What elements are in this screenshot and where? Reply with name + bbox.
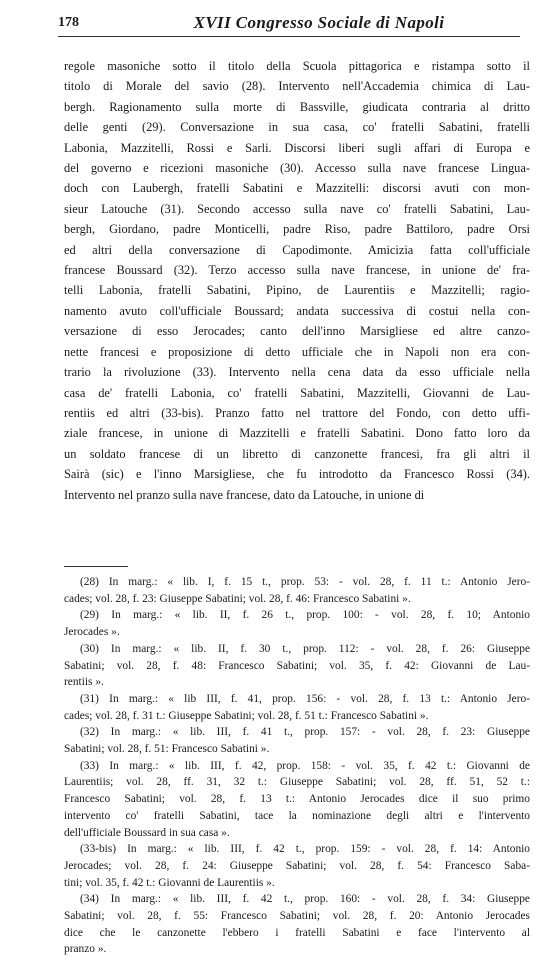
body-line: titolo di Morale del savio (28). Intervento nell'Accademia chimica di Lau- bbox=[64, 79, 530, 94]
footnote bbox=[64, 574, 530, 607]
footnote-line: intervento co' fratelli Sabatini, tace la nominazione degli altri e l'intervento bbox=[64, 809, 530, 822]
footnotes bbox=[64, 574, 530, 958]
footnote-line: (30) In marg.: « lib. II, f. 30 t., prop. 112: - vol. 28, f. 26: Giuseppe bbox=[80, 642, 530, 655]
footnote-line: cades; vol. 28, f. 31 t.: Giuseppe Sabatini; vol. 28, f. 51 t.: Francesco Sabatini ». bbox=[64, 709, 429, 722]
body-line: trario la rivoluzione (33). Intervento nella cena data da esso ufficiale nella bbox=[64, 365, 530, 380]
footnote-line: Francesco Sabatini; vol. 28, f. 13 t.: Antonio Jerocades dice il suo primo bbox=[64, 793, 530, 806]
body-line: Sairà (sic) e l'inno Marsigliese, che fu introdotto da Francesco Rossi (34). bbox=[64, 467, 530, 482]
body-line: ziale francese, in unione di Mazzitelli e fratelli Sabatini. Dono fatto loro da bbox=[64, 426, 530, 441]
body-line: regole masoniche sotto il titolo della Scuola pittagorica e ristampa sotto il bbox=[64, 59, 530, 73]
footnote-line: dell'ufficiale Boussard in sua casa ». bbox=[64, 826, 230, 839]
footnote-line: cades; vol. 28, f. 23: Giuseppe Sabatini; vol. 28, f. 46: Francesco Sabatini ». bbox=[64, 592, 411, 605]
body-line: versazione di esso Jerocades; canto dell'inno Marsigliese ed altre canzo- bbox=[64, 324, 530, 339]
body-line: telli Labonia, fratelli Sabatini, Pipino, de Laurentiis e Mazzitelli; ragio- bbox=[64, 283, 530, 298]
footnote-line: (33) In marg.: « lib. III, f. 42, prop. 158: - vol. 35, f. 42 t.: Giovanni de bbox=[80, 759, 530, 772]
footnote-line: tini; vol. 35, f. 42 t.: Giovanni de Laurentiis ». bbox=[64, 876, 275, 889]
body-line: Intervento nel pranzo sulla nave francese, dato da Latouche, in unione di bbox=[64, 487, 425, 502]
body-line: delle genti (29). Conversazione in sua casa, co' fratelli Sabatini, fratelli bbox=[64, 120, 530, 135]
body-line: francese Boussard (32). Terzo accesso sulla nave francese, in unione de' fra- bbox=[64, 263, 530, 278]
footnote-line: (34) In marg.: « lib. III, f. 42 t., prop. 160: - vol. 28, f. 34: Giuseppe bbox=[80, 893, 530, 906]
footnote bbox=[64, 891, 530, 958]
footnote-line: Sabatini; vol. 28, f. 48: Francesco Sabatini; vol. 35, f. 42: Giovanni de Lau- bbox=[64, 659, 530, 672]
footnote-line: Jerocades ». bbox=[64, 626, 120, 639]
footnote-line: Sabatini; vol. 28, f. 55: Francesco Sabatini; vol. 28, f. 20: Antonio Jerocades bbox=[64, 910, 530, 923]
body-line: bergh, Giordano, padre Monticelli, padre Riso, padre Battiloro, padre Orsi bbox=[64, 222, 530, 237]
footnote-line: dice che le canzonette l'ebbero i fratelli Sabatini e face l'intervento al bbox=[64, 926, 530, 939]
footnote bbox=[64, 841, 530, 891]
footnote-line: Sabatini; vol. 28, f. 51: Francesco Sabatini ». bbox=[64, 743, 270, 756]
body-line: un soldato francese di un libretto di canzonette francesi, fra gli altri il bbox=[64, 446, 530, 461]
footnote-line: (28) In marg.: « lib. I, f. 15 t., prop. 53: - vol. 28, f. 11 t.: Antonio Jero- bbox=[80, 576, 530, 588]
body-line: namento avuto coll'ufficiale Boussard; andata successiva di costui nella con- bbox=[64, 303, 530, 318]
footnote-line: Laurentiis; vol. 28, ff. 31, 32 t.: Giuseppe Sabatini; vol. 28, ff. 51, 52 t.: bbox=[64, 776, 530, 789]
footnote-line: Jerocades; vol. 28, f. 24: Giuseppe Sabatini; vol. 28, f. 54: Francesco Saba- bbox=[64, 859, 530, 872]
footnote-line: rentiis ». bbox=[64, 676, 104, 689]
body-line: del governo e ricezioni masoniche (30). Accesso sulla nave francese Lingua- bbox=[64, 161, 530, 176]
page-number: 178 bbox=[58, 15, 79, 30]
body-line: sieur Latouche (31). Secondo accesso sulla nave co' fratelli Sabatini, Lau- bbox=[64, 201, 530, 216]
body-line: nette francesi e proposizione di detto ufficiale che in Napoli non era con- bbox=[64, 344, 530, 359]
footnote-line: (31) In marg.: « lib III, f. 41, prop. 156: - vol. 28, f. 13 t.: Antonio Jero- bbox=[80, 692, 530, 705]
running-head: XVII Congresso Sociale di Napoli bbox=[193, 13, 445, 32]
footnote bbox=[64, 758, 530, 842]
body-line: rentiis ed altri (33-bis). Pranzo fatto nel trattore del Fondo, con detto uffi- bbox=[64, 405, 530, 420]
body-line: bergh. Ragionamento sulla morte di Bassville, giudicata contraria al dritto bbox=[64, 99, 530, 114]
footnote bbox=[64, 691, 530, 724]
footnote-separator bbox=[64, 566, 128, 567]
body-line: doch con Laubergh, fratelli Sabatini e Mazzitelli: discorsi avuti con mon- bbox=[64, 181, 530, 196]
footnote bbox=[64, 641, 530, 691]
footnote-line: (33-bis) In marg.: « lib. III, f. 42 t., prop. 159: - vol. 28, f. 14: Antonio bbox=[80, 843, 530, 856]
body-line: Labonia, Mazzitelli, Rossi e Sarli. Discorsi liberi sugli affari di Europa e bbox=[64, 140, 530, 155]
body-text bbox=[64, 56, 530, 505]
page-header bbox=[58, 11, 520, 37]
footnote bbox=[64, 724, 530, 757]
footnote-line: (32) In marg.: « lib. III, f. 41 t., prop. 157: - vol. 28, f. 23: Giuseppe bbox=[80, 726, 530, 739]
body-line: ed altri della conversazione di Capodimonte. Amicizia fatta coll'ufficiale bbox=[64, 242, 530, 257]
footnote-line: pranzo ». bbox=[64, 943, 107, 956]
footnote bbox=[64, 607, 530, 640]
footnote-line: (29) In marg.: « lib. II, f. 26 t., prop. 100: - vol. 28, f. 10; Antonio bbox=[80, 609, 530, 622]
body-line: casa de' fratelli Labonia, co' fratelli Sabatini, Mazzitelli, Giovanni de Lau- bbox=[64, 385, 530, 400]
header-rule bbox=[58, 36, 520, 37]
